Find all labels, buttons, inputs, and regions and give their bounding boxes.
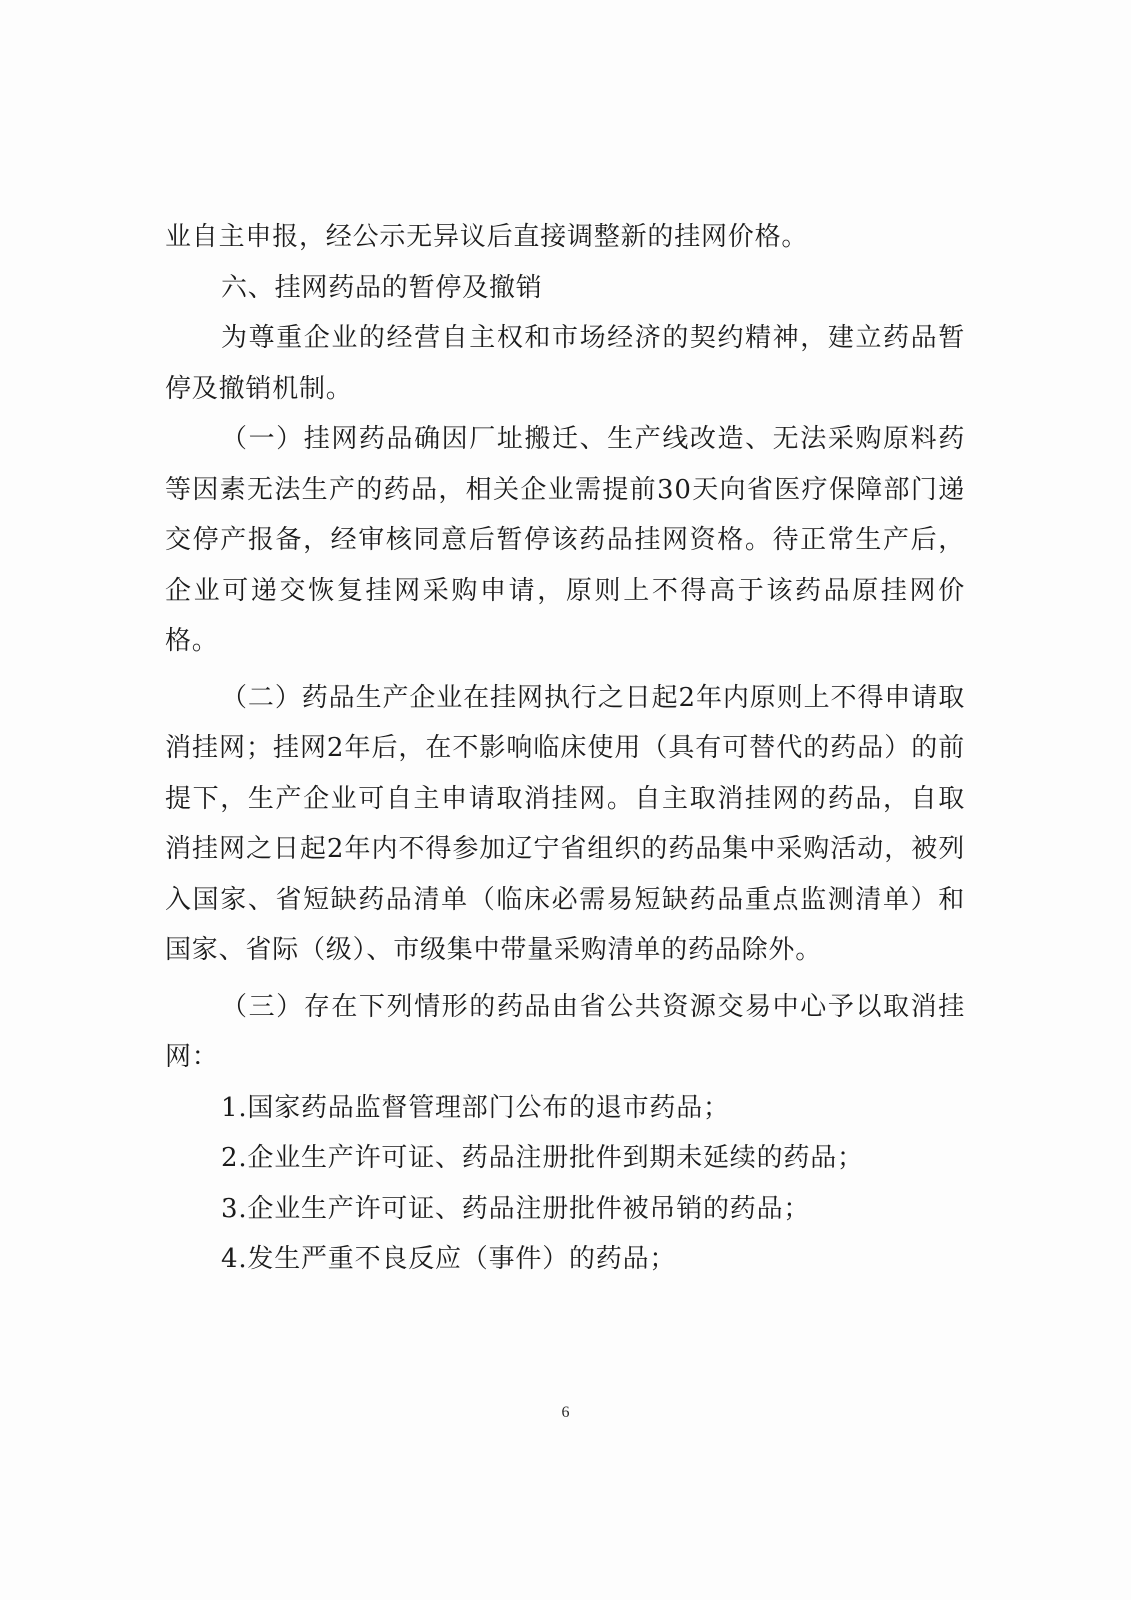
page-number: 6: [561, 1404, 570, 1421]
section-heading: 六、挂网药品的暂停及撤销: [221, 272, 543, 303]
document-body: [165, 212, 965, 1285]
paragraph-item-1: （一）挂网药品确因厂址搬迁、生产线改造、无法采购原料药等因素无法生产的药品，相关企业需提前30天向省医疗保障部门递交停产报备，经审核同意后暂停该药品挂网资格。待正常生产后，企业可递交恢复挂网采购申请，原则上不得高于该药品原挂网价格。: [165, 424, 965, 656]
paragraph-item-3: （三）存在下列情形的药品由省公共资源交易中心予以取消挂网：: [165, 991, 965, 1072]
list-item: 2.企业生产许可证、药品注册批件到期未延续的药品；: [221, 1143, 864, 1173]
paragraph-item-2: （二）药品生产企业在挂网执行之日起2年内原则上不得申请取消挂网；挂网2年后，在不影响临床使用（具有可替代的药品）的前提下，生产企业可自主申请取消挂网。自主取消挂网的药品，自取消挂网之日起2年内不得参加辽宁省组织的药品集中采购活动，被列入国家、省短缺药品清单（临床必需易短缺药品重点监测清单）和国家、省际（级）、市级集中带量采购清单的药品除外。: [165, 682, 965, 965]
paragraph-intro: 为尊重企业的经营自主权和市场经济的契约精神，建立药品暂停及撤销机制。: [165, 323, 965, 404]
list-item: 3.企业生产许可证、药品注册批件被吊销的药品；: [221, 1193, 811, 1224]
paragraph-continuation: 业自主申报，经公示无异议后直接调整新的挂网价格。: [165, 222, 809, 252]
list-item: 1.国家药品监督管理部门公布的退市药品；: [221, 1092, 730, 1123]
list-item: 4.发生严重不良反应（事件）的药品；: [221, 1244, 677, 1274]
